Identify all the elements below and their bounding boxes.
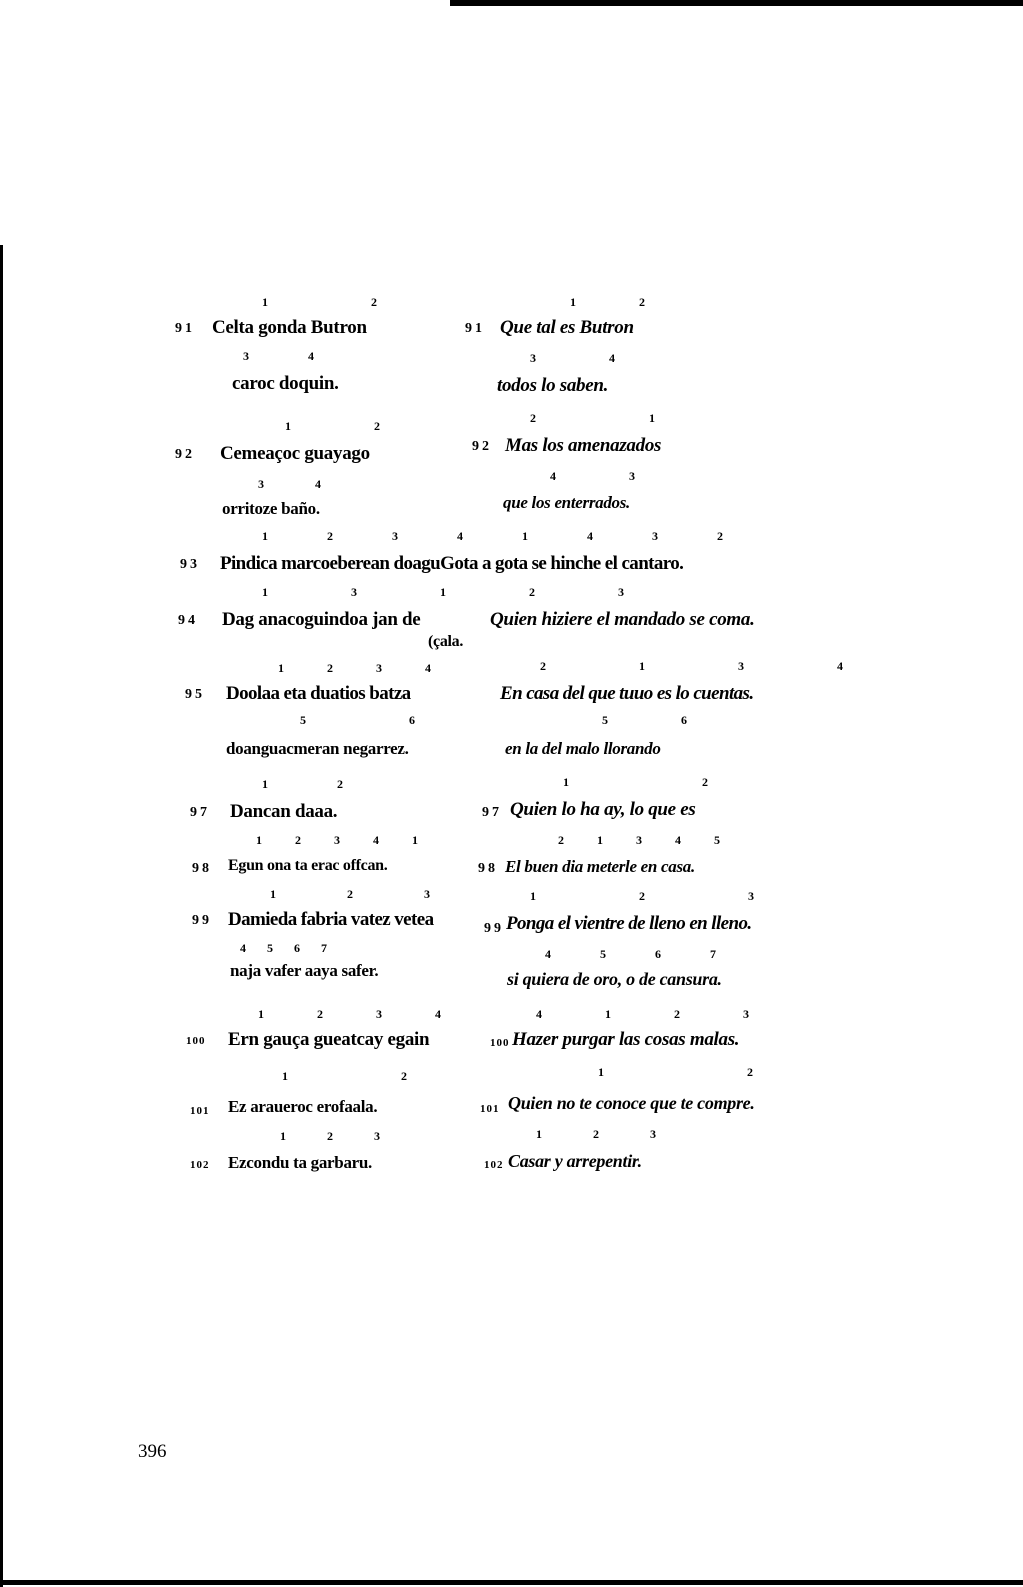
basque-proverb: (çala. — [428, 633, 464, 650]
word-order-numbers: 1 2 — [563, 775, 708, 789]
basque-proverb: Celta gonda Butron — [212, 317, 367, 338]
entry-number: 93 — [180, 557, 200, 572]
word-order-numbers: 4 5 6 7 — [545, 947, 716, 961]
basque-proverb: Damieda fabria vatez vetea — [228, 909, 434, 930]
entry-number: 100 — [186, 1035, 206, 1047]
word-order-numbers: 1 2 3 4 1 4 3 2 — [262, 529, 723, 543]
scan-top-rule — [450, 0, 1023, 6]
spanish-translation: Quien no te conoce que te compre. — [508, 1093, 755, 1113]
word-order-numbers: 1 2 — [570, 295, 645, 309]
entry-number: 98 — [478, 861, 498, 876]
entry-number: 95 — [185, 687, 205, 702]
spanish-translation: en la del malo llorando — [505, 739, 661, 758]
entry-number: 91 — [465, 321, 485, 336]
scan-bottom-rule — [0, 1580, 1023, 1585]
entry-number: 97 — [482, 805, 502, 820]
spanish-translation: Que tal es Butron — [500, 317, 634, 338]
basque-proverb: caroc doquin. — [232, 373, 339, 394]
spanish-translation: que los enterrados. — [503, 493, 631, 512]
spanish-translation: Ponga el vientre de lleno en lleno. — [506, 913, 752, 934]
word-order-numbers: 2 1 3 4 5 — [558, 833, 720, 847]
basque-proverb: Dag anacoguindoa jan de — [222, 609, 421, 630]
entry-number: 92 — [175, 447, 195, 462]
spanish-translation: Quien hiziere el mandado se coma. — [490, 609, 755, 630]
basque-proverb: Egun ona ta erac offcan. — [228, 857, 388, 874]
word-order-numbers: 2 1 3 4 — [540, 659, 843, 673]
spanish-translation: Mas los amenazados — [505, 435, 662, 456]
spanish-translation: todos lo saben. — [497, 375, 609, 396]
word-order-numbers: 1 2 3 — [536, 1127, 656, 1141]
basque-proverb: Ezcondu ta garbaru. — [228, 1153, 373, 1172]
entry-number: 100 — [490, 1037, 510, 1049]
scan-left-rule — [0, 245, 3, 1587]
basque-proverb: orritoze baño. — [222, 499, 320, 518]
basque-proverb: Ern gauça gueatcay egain — [228, 1029, 430, 1050]
entry-number: 99 — [192, 913, 212, 928]
page-number: 396 — [138, 1441, 167, 1462]
entry-number: 102 — [190, 1159, 210, 1171]
spanish-translation: Hazer purgar las cosas malas. — [512, 1029, 740, 1050]
entry-number: 98 — [192, 861, 212, 876]
word-order-numbers: 3 4 — [243, 349, 314, 363]
basque-proverb: naja vafer aaya safer. — [230, 961, 379, 980]
word-order-numbers: 1 2 3 4 1 — [256, 833, 418, 847]
spanish-translation: Casar y arrepentir. — [508, 1151, 642, 1171]
word-order-numbers: 5 6 — [300, 713, 415, 727]
word-order-numbers: 1 2 — [262, 295, 377, 309]
basque-proverb: doanguacmeran negarrez. — [226, 739, 409, 758]
word-order-numbers: 3 4 — [258, 477, 321, 491]
word-order-numbers: 2 1 — [530, 411, 655, 425]
word-order-numbers: 3 4 — [530, 351, 615, 365]
word-order-numbers: 4 3 — [550, 469, 635, 483]
entry-number: 101 — [480, 1103, 500, 1115]
basque-proverb: Cemeaçoc guayago — [220, 443, 370, 464]
entry-number: 101 — [190, 1105, 210, 1117]
entry-number: 99 — [484, 921, 504, 936]
word-order-numbers: 1 2 3 — [280, 1129, 380, 1143]
entry-number: 97 — [190, 805, 210, 820]
word-order-numbers: 1 2 3 — [270, 887, 430, 901]
word-order-numbers: 1 2 3 4 — [258, 1007, 441, 1021]
spanish-translation: En casa del que tuuo es lo cuentas. — [500, 683, 754, 704]
word-order-numbers: 4 5 6 7 — [240, 941, 327, 955]
spanish-translation: Quien lo ha ay, lo que es — [510, 799, 696, 820]
word-order-numbers: 1 2 3 4 — [278, 661, 431, 675]
spanish-translation: si quiera de oro, o de cansura. — [507, 969, 722, 989]
entry-number: 92 — [472, 439, 492, 454]
word-order-numbers: 4 1 2 3 — [536, 1007, 749, 1021]
scan-corner-mark — [1019, 0, 1023, 6]
basque-proverb: Dancan daaa. — [230, 801, 338, 822]
spanish-translation: El buen dia meterle en casa. — [505, 857, 695, 876]
entry-number: 91 — [175, 321, 195, 336]
word-order-numbers: 1 2 — [282, 1069, 407, 1083]
basque-proverb: Ez araueroc erofaala. — [228, 1097, 378, 1116]
word-order-numbers: 1 3 1 2 3 — [262, 585, 624, 599]
basque-proverb: Doolaa eta duatios batza — [226, 683, 411, 704]
basque-proverb: Pindica marcoeberean doaguGota a gota se hinche el cantaro. — [220, 553, 684, 574]
word-order-numbers: 1 2 — [262, 777, 343, 791]
entry-number: 102 — [484, 1159, 504, 1171]
entry-number: 94 — [178, 613, 198, 628]
word-order-numbers: 1 2 — [285, 419, 380, 433]
word-order-numbers: 1 2 3 — [530, 889, 754, 903]
word-order-numbers: 5 6 — [602, 713, 687, 727]
word-order-numbers: 1 2 — [598, 1065, 753, 1079]
